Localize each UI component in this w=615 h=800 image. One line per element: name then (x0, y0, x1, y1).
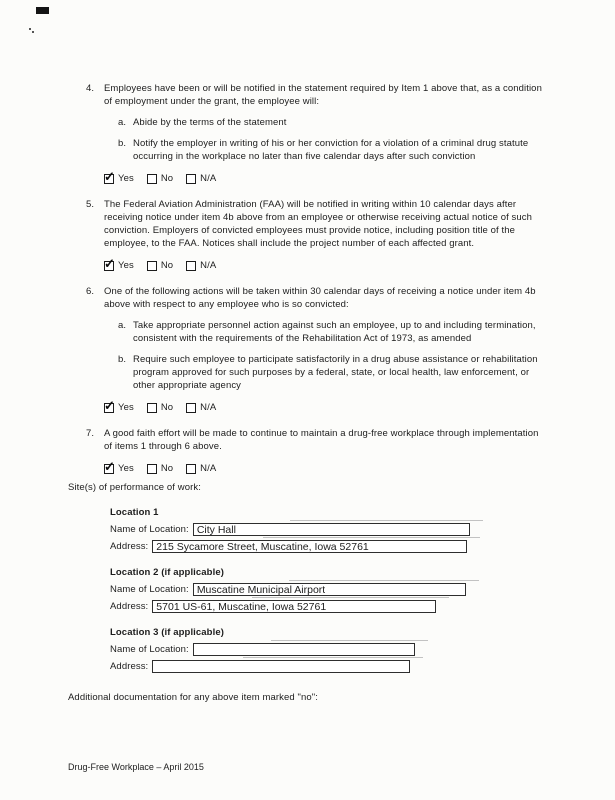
yes-checkbox[interactable] (104, 464, 114, 474)
location-2-address-value: 5701 US-61, Muscatine, Iowa 52761 (156, 600, 327, 613)
item-4-answers (104, 172, 547, 185)
location-1-name-input[interactable] (193, 523, 470, 536)
item-7 (86, 427, 547, 475)
item-6a-text: Take appropriate personnel action against such an employee, up to and including termination, consistent with the requirements of the Rehabilitation Act of 1973, as amended (133, 320, 536, 344)
location-3 (110, 626, 475, 674)
location-3-title: Location 3 (if applicable) (110, 627, 224, 638)
address-label: Address: (110, 601, 149, 612)
location-3-address-input[interactable] (152, 660, 410, 673)
additional-documentation-note: Additional documentation for any above item marked "no": (68, 692, 318, 703)
na-label: N/A (200, 260, 217, 271)
location-1-address-value: 215 Sycamore Street, Muscatine, Iowa 52761 (156, 540, 369, 553)
no-checkbox[interactable] (147, 261, 157, 271)
item-4b-text: Notify the employer in writing of his or her conviction for a violation of a criminal drug statute occurring in the workplace no later than five calendar days after such conviction (133, 138, 529, 162)
location-2-address-input[interactable] (152, 600, 436, 613)
item-5 (86, 198, 547, 272)
location-3-name-input[interactable] (193, 643, 415, 656)
item-6-answer-yes (104, 401, 134, 414)
yes-label: Yes (118, 260, 134, 271)
location-1-address-input[interactable] (152, 540, 467, 553)
item-5-answer-no (147, 259, 173, 272)
item-7-answer-yes (104, 462, 134, 475)
item-6a-letter: a. (118, 320, 127, 331)
na-label: N/A (200, 463, 217, 474)
scan-artifact (36, 7, 49, 14)
item-4a-letter: a. (118, 117, 127, 128)
location-2 (110, 566, 475, 614)
item-4b-letter: b. (118, 138, 127, 149)
item-5-answers (104, 259, 547, 272)
item-7-number: 7. (86, 428, 95, 439)
location-2-title: Location 2 (if applicable) (110, 567, 224, 578)
name-of-location-label: Name of Location: (110, 584, 189, 595)
location-1-name-value: City Hall (196, 523, 236, 536)
item-6-text: One of the following actions will be taken within 30 calendar days of receiving a notice under item 4b above with respect to any employee who is so convicted: (104, 286, 536, 310)
no-label: No (160, 173, 174, 184)
na-checkbox[interactable] (186, 261, 196, 271)
na-checkbox[interactable] (186, 174, 196, 184)
item-5-answer-yes (104, 259, 134, 272)
location-1-name-row (110, 522, 475, 537)
scan-artifact (29, 28, 31, 30)
sites-heading: Site(s) of performance of work: (68, 482, 201, 493)
no-label: No (160, 463, 174, 474)
item-6-answer-na (186, 401, 216, 414)
item-4-answer-yes (104, 172, 134, 185)
yes-checkbox[interactable] (104, 174, 114, 184)
no-label: No (160, 402, 174, 413)
item-4-number: 4. (86, 83, 95, 94)
address-label: Address: (110, 661, 149, 672)
na-label: N/A (200, 402, 217, 413)
address-label: Address: (110, 541, 149, 552)
item-6 (86, 285, 547, 414)
location-2-name-row (110, 582, 475, 597)
item-6-answer-no (147, 401, 173, 414)
yes-checkbox[interactable] (104, 261, 114, 271)
item-7-answers (104, 462, 547, 475)
na-checkbox[interactable] (186, 403, 196, 413)
yes-checkbox[interactable] (104, 403, 114, 413)
item-4-text: Employees have been or will be notified in the statement required by Item 1 above that, as a condition of employment under the grant, the employee will: (104, 83, 542, 107)
certification-items (86, 82, 547, 475)
no-checkbox[interactable] (147, 464, 157, 474)
yes-label: Yes (118, 463, 134, 474)
yes-label: Yes (118, 173, 134, 184)
item-5-text: The Federal Aviation Administration (FAA) will be notified in writing within 10 calendar days after receiving notice under item 4b above from an employee or otherwise receiving actual notice of such conviction. Employers of convicted employees must provide notice, including position title of the employee, to the FAA. Notices shall include the project number of each affected grant. (104, 199, 533, 249)
name-of-location-label: Name of Location: (110, 524, 189, 535)
item-6b-letter: b. (118, 354, 127, 365)
location-1-title: Location 1 (110, 507, 159, 518)
location-2-name-input[interactable] (193, 583, 466, 596)
no-label: No (160, 260, 174, 271)
item-6a (104, 319, 547, 345)
item-4-answer-na (186, 172, 216, 185)
item-5-number: 5. (86, 199, 95, 210)
yes-label: Yes (118, 402, 134, 413)
item-6-answers (104, 401, 547, 414)
item-4a (104, 116, 547, 129)
item-4 (86, 82, 547, 185)
na-label: N/A (200, 173, 217, 184)
item-4a-text: Abide by the terms of the statement (133, 117, 287, 128)
na-checkbox[interactable] (186, 464, 196, 474)
locations-section (110, 506, 475, 674)
form-content (68, 82, 547, 704)
item-7-answer-na (186, 462, 216, 475)
item-4b (104, 137, 547, 163)
location-1 (110, 506, 475, 554)
item-7-text: A good faith effort will be made to continue to maintain a drug-free workplace through implementation of items 1 through 6 above. (104, 428, 539, 452)
footer-text: Drug-Free Workplace – April 2015 (68, 762, 204, 772)
item-6-number: 6. (86, 286, 95, 297)
no-checkbox[interactable] (147, 403, 157, 413)
location-3-name-row (110, 642, 475, 657)
item-4-answer-no (147, 172, 173, 185)
item-7-answer-no (147, 462, 173, 475)
item-6b-text: Require such employee to participate satisfactorily in a drug abuse assistance or rehabilitation program approved for such purposes by a federal, state, or local health, law enforcement, or other appropriate agency (133, 354, 538, 391)
no-checkbox[interactable] (147, 174, 157, 184)
location-1-address-row (110, 539, 475, 554)
item-5-answer-na (186, 259, 216, 272)
item-6b (104, 353, 547, 392)
name-of-location-label: Name of Location: (110, 644, 189, 655)
location-2-address-row (110, 599, 475, 614)
location-3-address-row (110, 659, 475, 674)
location-2-name-value: Muscatine Municipal Airport (196, 583, 326, 596)
